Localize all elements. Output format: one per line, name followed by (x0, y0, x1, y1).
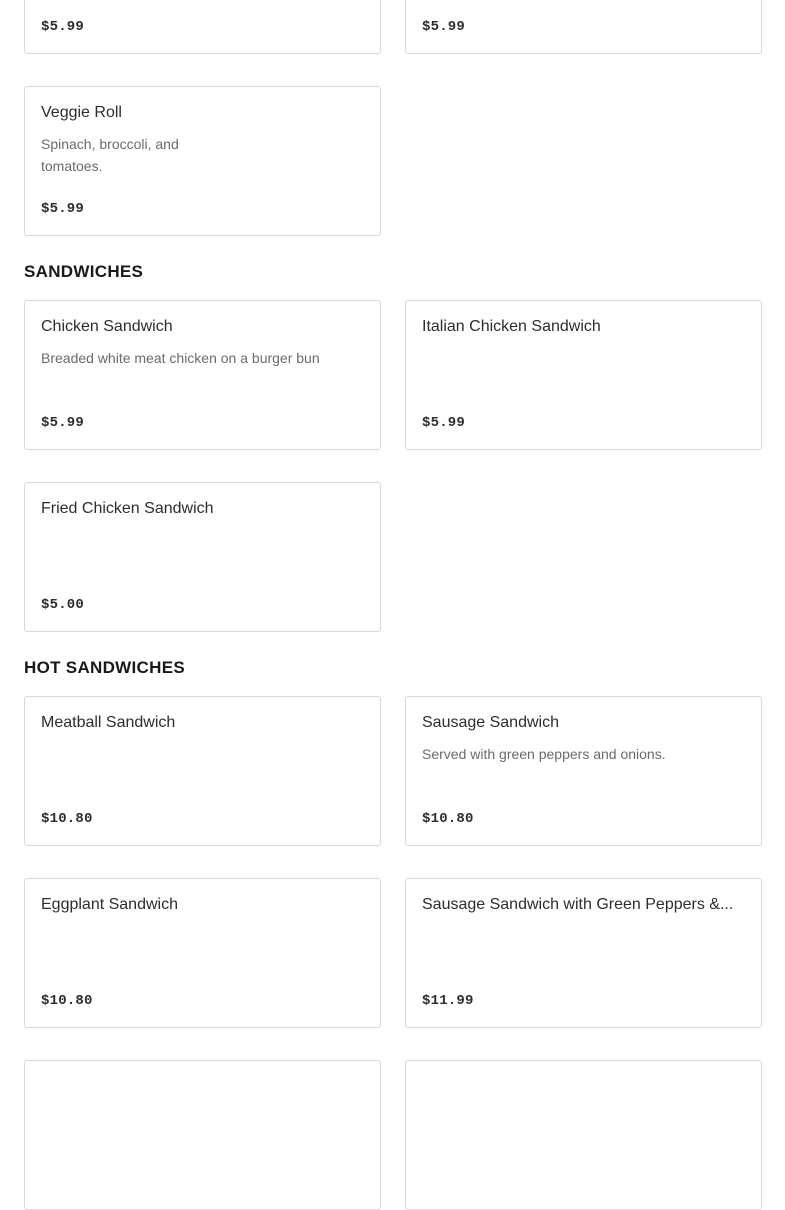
item-price: $5.99 (41, 415, 85, 431)
item-price: $5.00 (41, 597, 85, 613)
menu-item-card-fried-chicken-sandwich[interactable] (24, 482, 381, 632)
menu-item-card[interactable] (405, 0, 762, 54)
item-price: $10.80 (41, 993, 93, 1009)
item-name: Meatball Sandwich (41, 714, 176, 731)
item-name: Sausage Sandwich with Green Peppers &... (422, 896, 734, 913)
item-name: Sausage Sandwich (422, 714, 559, 731)
menu-item-card-chicken-sandwich[interactable] (24, 300, 381, 450)
item-price: $10.80 (41, 811, 93, 827)
item-price: $10.80 (422, 811, 474, 827)
menu-item-card-veggie-roll[interactable] (24, 86, 381, 236)
menu-item-card-meatball-sandwich[interactable] (24, 696, 381, 846)
section-title-hot-sandwiches: HOT SANDWICHES (24, 658, 185, 677)
menu-item-card-italian-chicken-sandwich[interactable] (405, 300, 762, 450)
item-description: Served with green peppers and onions. (422, 746, 666, 762)
item-price: $5.99 (41, 201, 85, 217)
item-description: Breaded white meat chicken on a burger bun (41, 350, 320, 366)
item-name: Chicken Sandwich (41, 318, 173, 335)
menu-item-card-sausage-sandwich[interactable] (405, 696, 762, 846)
item-price: $11.99 (422, 993, 474, 1009)
section-title-sandwiches: SANDWICHES (24, 262, 144, 281)
menu-item-card-eggplant-sandwich[interactable] (24, 878, 381, 1028)
item-name: Veggie Roll (41, 104, 122, 121)
item-price: $5.99 (422, 415, 466, 431)
menu-item-card[interactable] (24, 0, 381, 54)
item-description: Spinach, broccoli, and tomatoes. (41, 136, 179, 174)
item-name: Italian Chicken Sandwich (422, 318, 601, 335)
item-price: $5.99 (41, 19, 85, 35)
item-name: Eggplant Sandwich (41, 896, 178, 913)
menu-item-card-sausage-sandwich-green-peppers[interactable] (405, 878, 762, 1028)
item-price: $5.99 (422, 19, 466, 35)
item-name: Fried Chicken Sandwich (41, 500, 214, 517)
